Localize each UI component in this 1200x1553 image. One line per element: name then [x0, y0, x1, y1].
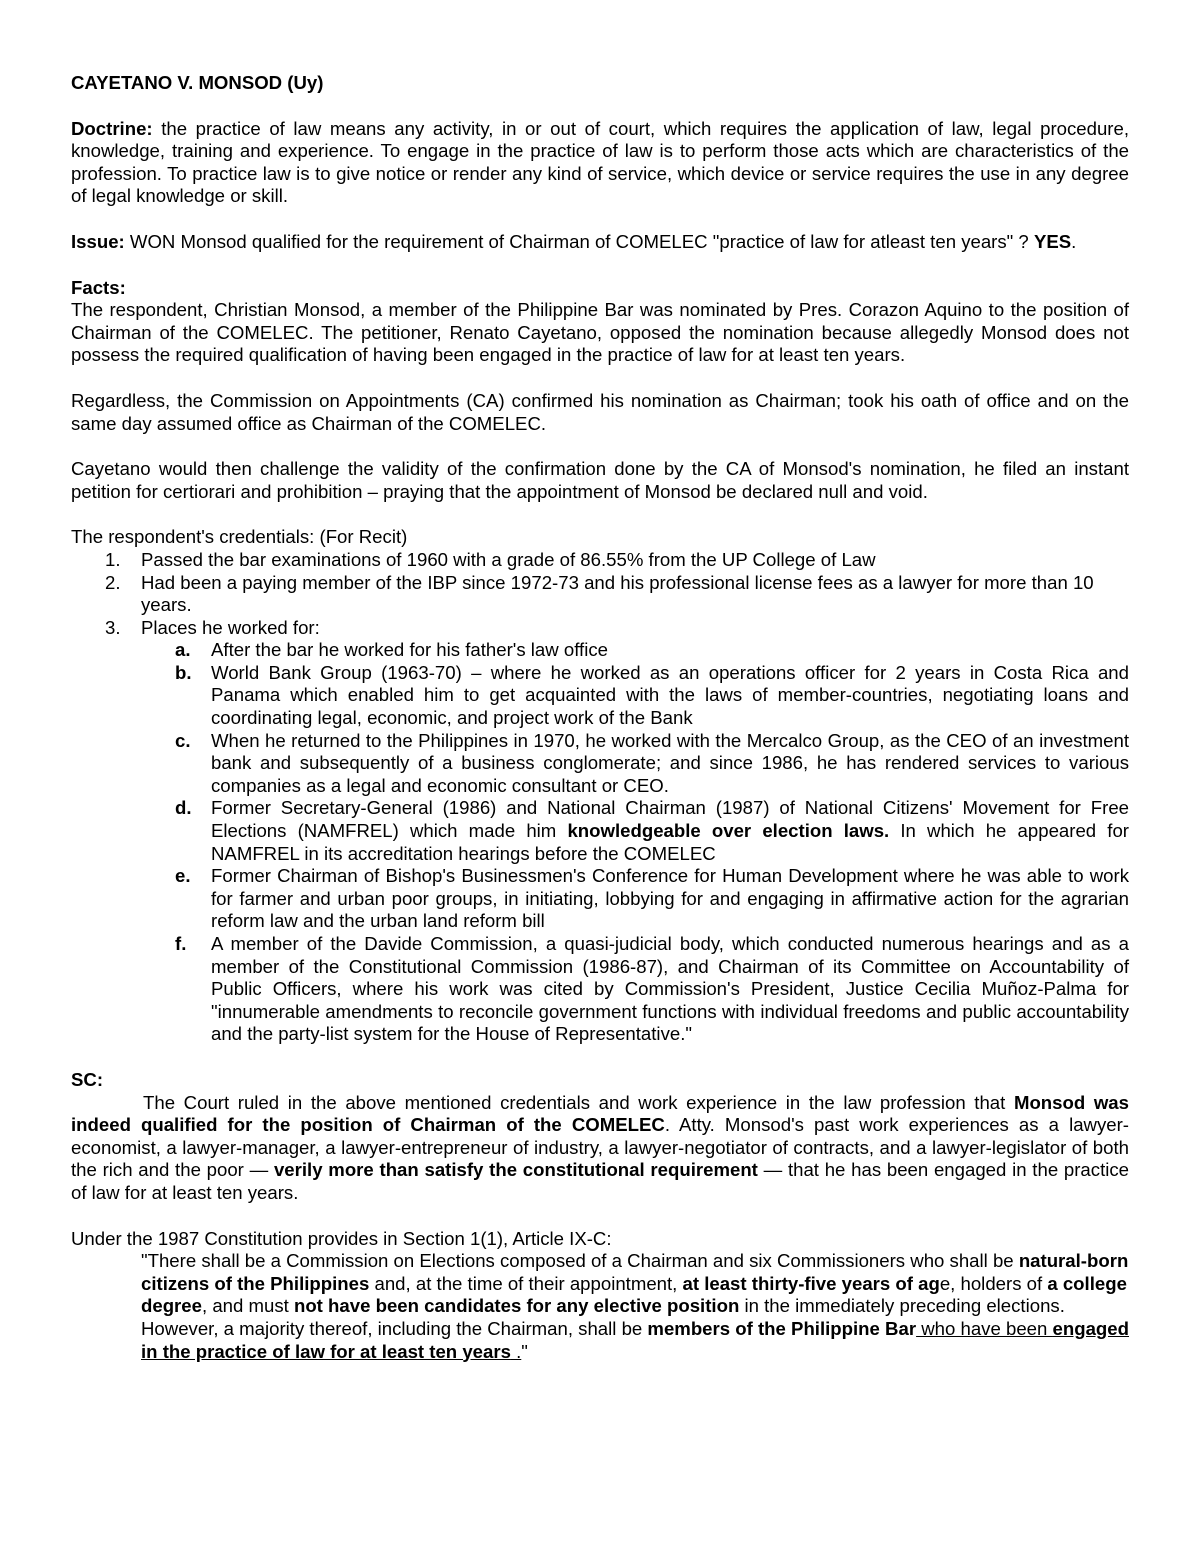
quote-text: e, holders of: [939, 1272, 1048, 1294]
places-list: [141, 639, 1129, 1046]
quote-bold-text: natural-born citizens of the Philippines: [141, 1250, 1129, 1294]
issue-answer-suffix: .: [1071, 230, 1077, 252]
quote-underlined-text: .: [510, 1340, 522, 1362]
facts-heading: [71, 277, 1129, 300]
list-item: [71, 549, 1129, 572]
issue-paragraph: [71, 231, 1129, 254]
quote-text: in the immediately preceding elections. However, a majority thereof, including the Chairman, shall be: [141, 1295, 1065, 1339]
list-item: [141, 933, 1129, 1046]
list-letter: b.: [175, 661, 192, 683]
list-item: [141, 639, 1129, 662]
sc-paragraph: [71, 1092, 1129, 1205]
list-item-text: World Bank Group (1963-70) – where he worked as an operations officer for 2 years in Costa Rica and Panama which enabled him to get acquainted with the laws of member-countries, negotiating loans and coordinating legal, economic, and project work of the Bank: [211, 661, 1129, 729]
list-item-text: After the bar he worked for his father's law office: [211, 639, 608, 661]
quote-text: and, at the time of their appointment,: [369, 1272, 683, 1294]
quote-underlined-bold-text: engaged in the practice of law for at least ten years: [141, 1317, 1129, 1362]
sc-text: — that he has been engaged in the practice of law for at least ten years.: [71, 1159, 1130, 1203]
list-item-text: In which he appeared for NAMFREL in its accreditation hearings before the COMELEC: [211, 820, 1129, 864]
list-item-text: Places he worked for:: [141, 616, 320, 638]
list-item-text: When he returned to the Philippines in 1970, he worked with the Mercalco Group, as the CEO of an investment bank and subsequently of a business conglomerate; and since 1986, he has rendered services to various companies as a legal and economic consultant or CEO.: [211, 729, 1129, 796]
credentials-intro: The respondent's credentials: (For Recit): [71, 526, 408, 548]
issue-label: Issue:: [71, 230, 125, 252]
list-item: [141, 730, 1129, 798]
list-number: 1.: [105, 548, 121, 570]
quote-text: "There shall be a Commission on Elections composed of a Chairman and six Commissioners who shall be: [141, 1250, 1019, 1272]
list-item: [141, 662, 1129, 730]
list-item: [141, 865, 1129, 933]
list-item: [71, 617, 1129, 1046]
constitution-intro: Under the 1987 Constitution provides in Section 1(1), Article IX-C:: [71, 1227, 612, 1249]
facts-paragraph-3: Cayetano would then challenge the validity of the confirmation done by the CA of Monsod's nomination, he filed an instant petition for certiorari and prohibition – praying that the appointment of Monsod be declared null and void.: [71, 458, 1129, 502]
list-letter: e.: [175, 865, 191, 887]
issue-answer: YES: [1033, 230, 1072, 252]
constitution-quote: [71, 1250, 1129, 1363]
list-letter: c.: [175, 729, 191, 751]
quote-bold-text: members of the Philippine Bar: [647, 1317, 917, 1339]
doctrine-paragraph: [71, 118, 1129, 208]
quote-bold-text: not have been candidates for any elective position: [293, 1295, 740, 1317]
list-letter: a.: [175, 639, 191, 661]
sc-bold-text: verily more than satisfy the constitutional requirement: [273, 1159, 758, 1181]
list-number: 2.: [105, 571, 121, 593]
list-item: [71, 572, 1129, 617]
list-item-bold-text: knowledgeable over election laws.: [567, 820, 890, 842]
quote-text: , and must: [201, 1295, 294, 1317]
issue-text: WON Monsod qualified for the requirement of Chairman of COMELEC "practice of law for atleast ten years" ?: [124, 230, 1029, 252]
list-item-text: Former Chairman of Bishop's Businessmen's Conference for Human Development where he was able to work for farmer and urban poor groups, in initiating, lobbying for and engaging in affirmative action for the agrarian reform law and the urban land reform bill: [211, 865, 1129, 932]
facts-label: Facts:: [71, 276, 126, 298]
quote-bold-text: a college degree: [141, 1272, 1127, 1317]
list-number: 3.: [105, 616, 121, 638]
quote-underlined-text: who have been: [916, 1317, 1053, 1339]
quote-bold-text: at least thirty-five years of ag: [682, 1272, 940, 1294]
sc-text: The Court ruled in the above mentioned credentials and work experience in the law profession that: [143, 1091, 1014, 1113]
quote-closing-mark: ": [521, 1340, 528, 1362]
list-letter: d.: [175, 797, 192, 819]
list-letter: f.: [175, 933, 187, 954]
list-item-text: Former Secretary-General (1986) and National Chairman (1987) of National Citizens' Movement for Free Elections (NAMFREL) which made him: [211, 797, 1129, 842]
list-item-text: Passed the bar examinations of 1960 with a grade of 86.55% from the UP College of Law: [141, 548, 876, 570]
credentials-list: [71, 549, 1129, 1046]
list-item-text: Had been a paying member of the IBP since 1972-73 and his professional license fees as a lawyer for more than 10 years.: [141, 571, 1094, 616]
case-title: CAYETANO V. MONSOD (Uy): [71, 72, 324, 93]
doctrine-label: Doctrine:: [71, 117, 153, 139]
sc-heading: [71, 1069, 1129, 1092]
list-item-text: A member of the Davide Commission, a quasi-judicial body, which conducted numerous hearings and as a member of the Constitutional Commission (1986-87), and Chairman of its Committee on Accountability of Public Officers, where his work was cited by Commission's President, Justice Cecilia Muñoz-Palma for "innumerable amendments to reconcile government functions with individual freedoms and public accountability and the party-list system for the House of Representative.": [211, 933, 1129, 1045]
doctrine-text: the practice of law means any activity, in or out of court, which requires the application of law, legal procedure, knowledge, training and experience. To engage in the practice of law is to perform those acts which are characteristics of the profession. To practice law is to give notice or render any kind of service, which device or service requires the use in any degree of legal knowledge or skill.: [71, 117, 1129, 207]
facts-paragraph-2: Regardless, the Commission on Appointments (CA) confirmed his nomination as Chairman; took his oath of office and on the same day assumed office as Chairman of the COMELEC.: [71, 389, 1129, 434]
sc-bold-text: Monsod was indeed qualified for the position of Chairman of the COMELEC: [71, 1091, 1129, 1136]
list-item: [141, 797, 1129, 865]
sc-label: SC:: [71, 1068, 104, 1090]
sc-text: . Atty. Monsod's past work experiences as a lawyer-economist, a lawyer-manager, a lawyer-entrepreneur of industry, a lawyer-negotiator of contracts, and a lawyer-legislator of both the rich and the poor —: [71, 1114, 1129, 1181]
facts-paragraph-1: The respondent, Christian Monsod, a member of the Philippine Bar was nominated by Pres. Corazon Aquino to the position of Chairman of the COMELEC. The petitioner, Renato Cayetano, opposed the nomination because allegedly Monsod does not possess the required qualification of having been engaged in the practice of law for at least ten years.: [71, 299, 1129, 366]
